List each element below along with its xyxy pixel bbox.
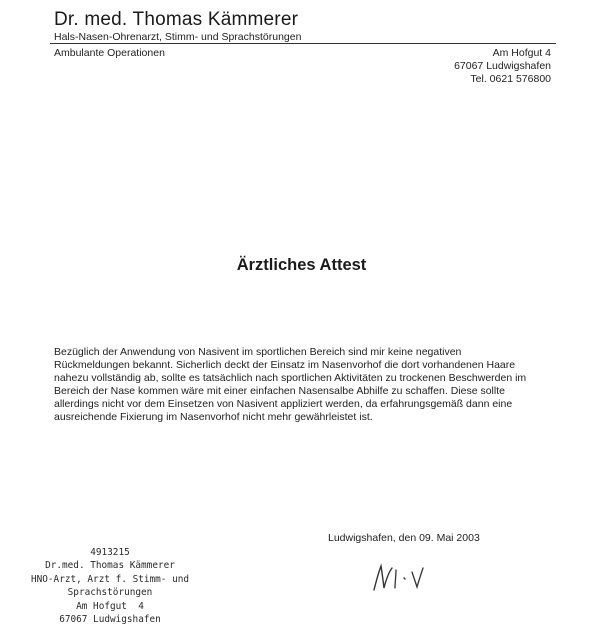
place-date: Ludwigshafen, den 09. Mai 2003 bbox=[328, 532, 480, 544]
stamp-line: HNO-Arzt, Arzt f. Stimm- und bbox=[30, 573, 190, 585]
body-line: nahezu vollständig ab, sollte es tatsächlich nach sportlichen Aktivitäten zu trockenen Beschwerden im bbox=[54, 372, 527, 385]
body-line: allerdings nicht vor dem Einsetzen von Nasivent appliziert werden, da erfahrungsgemäß dann eine bbox=[54, 398, 513, 411]
signature-stroke bbox=[395, 570, 396, 588]
header-divider bbox=[50, 43, 556, 44]
attest-body bbox=[54, 346, 564, 425]
signature-stroke bbox=[404, 578, 405, 579]
address-block bbox=[454, 47, 551, 86]
signature-stroke bbox=[374, 566, 392, 590]
stamp-line: Am Hofgut 4 bbox=[76, 600, 144, 612]
body-line: Bezüglich der Anwendung von Nasivent im sportlichen Bereich sind mir keine negativen bbox=[54, 346, 462, 358]
body-line: Bereich der Nase kommen wäre mit einer einfachen Nasensalbe Abhilfe zu schaffen. Diese sollte bbox=[54, 385, 505, 398]
stamp-line: 67067 Ludwigshafen bbox=[59, 614, 161, 626]
doctor-stamp bbox=[4, 546, 216, 626]
body-line: ausreichende Fixierung im Nasenvorhof nicht mehr gewährleistet ist. bbox=[54, 411, 373, 424]
document-title: Ärztliches Attest bbox=[236, 256, 367, 274]
stamp-line: Dr.med. Thomas Kämmerer bbox=[45, 560, 175, 572]
practice-type: Ambulante Operationen bbox=[54, 47, 165, 59]
stamp-line: 4913215 bbox=[90, 547, 130, 558]
body-line: Rückmeldungen bekannt. Sicherlich deckt der Einsatz im Nasenvorhof die dort vorhandenen Haare bbox=[54, 359, 516, 372]
doctor-specialty: Hals-Nasen-Ohrenarzt, Stimm- und Sprachstörungen bbox=[54, 31, 302, 43]
signature-stroke bbox=[412, 568, 423, 587]
stamp-line: Sprachstörungen bbox=[67, 587, 153, 599]
address-phone: Tel. 0621 576800 bbox=[470, 73, 551, 85]
handwritten-signature bbox=[368, 560, 438, 594]
address-city: 67067 Ludwigshafen bbox=[454, 60, 551, 72]
address-street: Am Hofgut 4 bbox=[492, 47, 551, 59]
doctor-name: Dr. med. Thomas Kämmerer bbox=[54, 9, 299, 30]
